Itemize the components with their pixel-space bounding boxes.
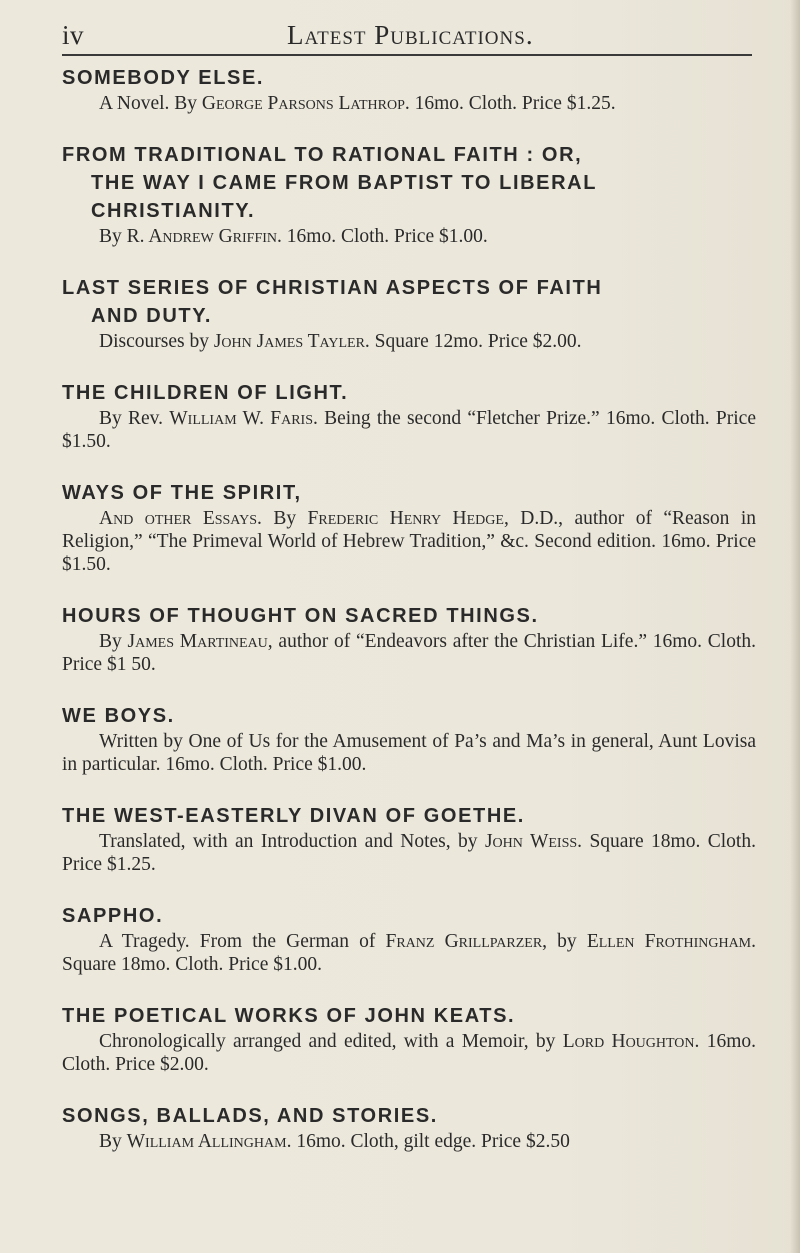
- author-name: George Parsons Lathrop: [201, 93, 405, 114]
- publication-description: [62, 1030, 756, 1076]
- author-name: William Allingham: [126, 1131, 287, 1152]
- publication-title-line: SAPPHO.: [62, 905, 164, 927]
- description-text: . Square 18mo. Cloth. Price $1.00.: [62, 931, 757, 975]
- publication-entry: [62, 702, 756, 776]
- publication-title-line: FROM TRADITIONAL TO RATIONAL FAITH : OR,: [62, 144, 583, 166]
- publication-entry: [62, 902, 756, 976]
- author-name: And other Essays: [99, 508, 258, 529]
- publication-title: [62, 902, 756, 930]
- publication-entry: [62, 379, 756, 453]
- author-name: John James Tayler: [213, 331, 365, 352]
- description-text: By: [99, 226, 127, 247]
- publication-title: [62, 479, 756, 507]
- publication-title-line: WE BOYS.: [62, 705, 175, 727]
- description-text: . Being the second “Fletcher Prize.” 16mo. Cloth. Price $1.50.: [62, 408, 756, 452]
- publication-title: [62, 802, 756, 830]
- publication-title-line: THE POETICAL WORKS OF JOHN KEATS.: [62, 1005, 516, 1027]
- publication-title-line: THE CHILDREN OF LIGHT.: [62, 382, 349, 404]
- publication-title-line: SOMEBODY ELSE.: [62, 67, 265, 89]
- publication-description: [62, 507, 756, 576]
- publication-title-line: LAST SERIES OF CHRISTIAN ASPECTS OF FAITH: [62, 277, 603, 299]
- publication-description: [62, 630, 756, 676]
- description-text: . 16mo. Cloth. Price $1.25.: [404, 93, 616, 114]
- publication-entry: [62, 479, 756, 576]
- publication-entry: [62, 141, 756, 248]
- publication-title-line: THE WEST-EASTERLY DIVAN OF GOETHE.: [62, 805, 525, 827]
- page-header: [62, 20, 752, 50]
- publication-description: [62, 830, 756, 876]
- author-name: Frederic Henry Hedge: [307, 508, 504, 529]
- author-name: R. Andrew Griffin: [126, 226, 278, 247]
- description-text: . Square 18mo. Cloth. Price $1.25.: [62, 831, 756, 875]
- author-name: Franz Grillparzer: [385, 931, 543, 952]
- header-rule: [62, 54, 752, 56]
- description-text: . Square 12mo. Price $2.00.: [364, 331, 582, 352]
- publication-title-line: AND DUTY.: [91, 305, 213, 327]
- description-text: Written by One of Us for the Amusement of Pa’s and Ma’s in general, Aunt Lovisa in particular. 16mo. Cloth. Price $1.00.: [62, 731, 756, 775]
- publication-entry: [62, 602, 756, 676]
- publication-title: [62, 64, 756, 92]
- publication-title: [62, 1002, 756, 1030]
- publication-description: [62, 330, 756, 353]
- publication-title-line: CHRISTIANITY.: [91, 200, 256, 222]
- publication-title: [62, 141, 756, 225]
- description-text: A Tragedy. From the German of: [99, 931, 386, 952]
- publication-title: [62, 1102, 756, 1130]
- publication-list: [62, 64, 756, 1179]
- description-text: , D.D., author of “Reason in Religion,” “The Primeval World of Hebrew Tradition,” &c. Second edition. 16mo. Price $1.50.: [62, 508, 757, 575]
- publication-description: [62, 930, 756, 976]
- author-name: John Weiss: [484, 831, 578, 852]
- description-text: By Rev.: [99, 408, 170, 429]
- publication-entry: [62, 1002, 756, 1076]
- publication-description: [62, 225, 756, 248]
- author-name: Ellen Frothingham: [586, 931, 752, 952]
- description-text: . By: [257, 508, 308, 529]
- description-text: Chronologically arranged and edited, with a Memoir, by: [99, 1031, 563, 1052]
- publication-title: [62, 602, 756, 630]
- description-text: , by: [542, 931, 587, 952]
- publication-description: [62, 1130, 756, 1153]
- author-name: William W. Faris: [169, 408, 313, 429]
- publication-entry: [62, 802, 756, 876]
- running-title: Latest Publications.: [287, 20, 534, 50]
- publication-title-line: HOURS OF THOUGHT ON SACRED THINGS.: [62, 605, 539, 627]
- page-number: iv: [62, 20, 85, 50]
- description-text: Discourses by: [99, 331, 214, 352]
- description-text: By: [99, 1131, 127, 1152]
- publication-description: [62, 730, 756, 776]
- description-text: , author of “Endeavors after the Christian Life.” 16mo. Cloth. Price $1 50.: [62, 631, 756, 675]
- description-text: . 16mo. Cloth. Price $1.00.: [277, 226, 488, 247]
- description-text: By: [99, 631, 128, 652]
- author-name: Lord Houghton: [562, 1031, 695, 1052]
- description-text: A Novel. By: [99, 93, 202, 114]
- description-text: Translated, with an Introduction and Notes, by: [99, 831, 485, 852]
- publication-entry: [62, 1102, 756, 1153]
- description-text: . 16mo. Cloth, gilt edge. Price $2.50: [286, 1131, 570, 1152]
- publication-title-line: SONGS, BALLADS, AND STORIES.: [62, 1105, 438, 1127]
- description-text: . 16mo. Cloth. Price $2.00.: [62, 1031, 756, 1075]
- publication-title-line: THE WAY I CAME FROM BAPTIST TO LIBERAL: [91, 172, 598, 194]
- publication-description: [62, 407, 756, 453]
- page-edge-shadow: [790, 0, 800, 1253]
- author-name: James Martineau: [127, 631, 268, 652]
- publication-title-line: WAYS OF THE SPIRIT,: [62, 482, 302, 504]
- publication-title: [62, 379, 756, 407]
- publication-entry: [62, 64, 756, 115]
- publication-title: [62, 702, 756, 730]
- publication-description: [62, 92, 756, 115]
- publication-title: [62, 274, 756, 330]
- publication-entry: [62, 274, 756, 353]
